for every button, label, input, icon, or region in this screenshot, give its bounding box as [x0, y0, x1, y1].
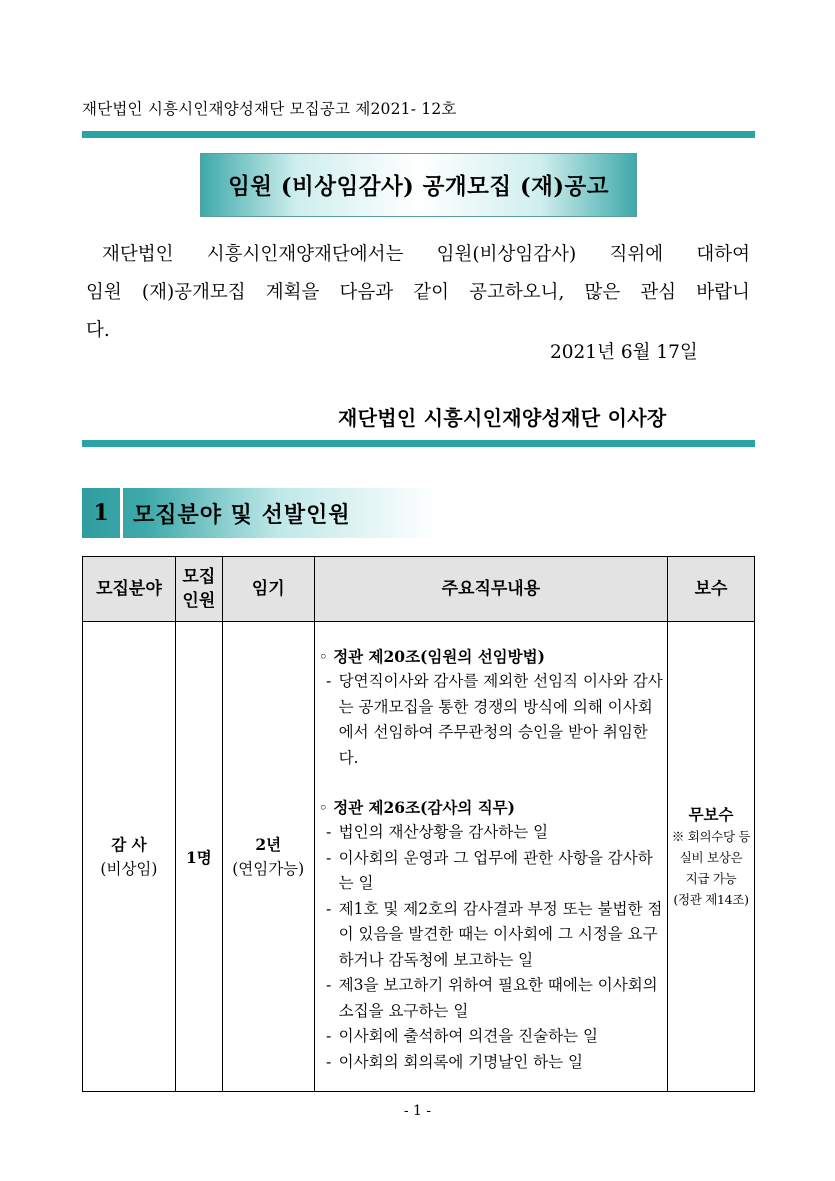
table-header-row: [83, 557, 755, 622]
header-field: 모집분야: [83, 557, 176, 622]
section-heading: [82, 488, 438, 538]
list-item: - 이사회의 운영과 그 업무에 관한 사항을 감사하는 일: [326, 848, 653, 892]
section-number: 1: [93, 500, 109, 526]
duty-heading-1: ◦ 정관 제20조(임원의 선임방법): [318, 647, 545, 666]
cell-duties: [314, 622, 667, 1092]
intro-line-3: 다.: [86, 320, 110, 341]
notice-number: 재단법인 시흥시인재양성재단 모집공고 제2021- 12호: [82, 100, 457, 118]
list-item: - 이사회의 회의록에 기명날인 하는 일: [326, 1052, 583, 1071]
header-pay: 보수: [668, 557, 755, 622]
list-item: - 당연직이사와 감사를 제외한 선임직 이사와 감사는 공개모집을 통한 경쟁의 방식에 의해 이사회에서 선임하여 주무관청의 승인을 받아 취임한다.: [326, 672, 663, 767]
recruitment-table: [82, 556, 755, 1092]
bottom-divider: [82, 440, 755, 447]
header-duties: 주요직무내용: [314, 557, 667, 622]
table-row: [83, 622, 755, 1092]
announcement-date: 2021년 6월 17일: [550, 342, 698, 363]
top-divider: [82, 131, 755, 138]
header-count: 모집 인원: [175, 557, 222, 622]
pay-value: 무보수: [688, 804, 734, 824]
cell-count: 1명: [175, 622, 222, 1092]
list-item: - 제3을 보고하기 위하여 필요한 때에는 이사회의 소집을 요구하는 일: [326, 976, 658, 1020]
list-item: - 이사회에 출석하여 의견을 진술하는 일: [326, 1027, 598, 1045]
intro-line-2: 임원 (재)공개모집 계획을 다음과 같이 공고하오니, 많은 관심 바랍니: [86, 282, 750, 303]
cell-pay: 무보수 ※ 회의수당 등 실비 보상은 지급 가능 (정관 제14조): [668, 622, 755, 1092]
pay-note: ※ 회의수당 등: [671, 828, 751, 844]
list-item: - 법인의 재산상황을 감사하는 일: [326, 823, 549, 841]
cell-term: 2년 (연임가능): [222, 622, 314, 1092]
page-number: - 1 -: [403, 1103, 432, 1119]
section-title: 모집분야 및 선발인원: [133, 501, 351, 528]
signer: 재단법인 시흥시인재양성재단 이사장: [338, 406, 667, 430]
duty-heading-2: ◦ 정관 제26조(감사의 직무): [318, 798, 515, 817]
intro-paragraph: [86, 236, 750, 350]
page-title: 임원 (비상임감사) 공개모집 (재)공고: [200, 153, 637, 217]
cell-field: 감 사 (비상임): [83, 622, 176, 1092]
list-item: - 제1호 및 제2호의 감사결과 부정 또는 불법한 점이 있음을 발견한 때는 이사회에 그 시정을 요구하거나 감독청에 보고하는 일: [326, 899, 663, 969]
header-term: 임기: [222, 557, 314, 622]
intro-line-1: 재단법인 시흥시인재양재단에서는 임원(비상임감사) 직위에 대하여: [102, 244, 750, 265]
